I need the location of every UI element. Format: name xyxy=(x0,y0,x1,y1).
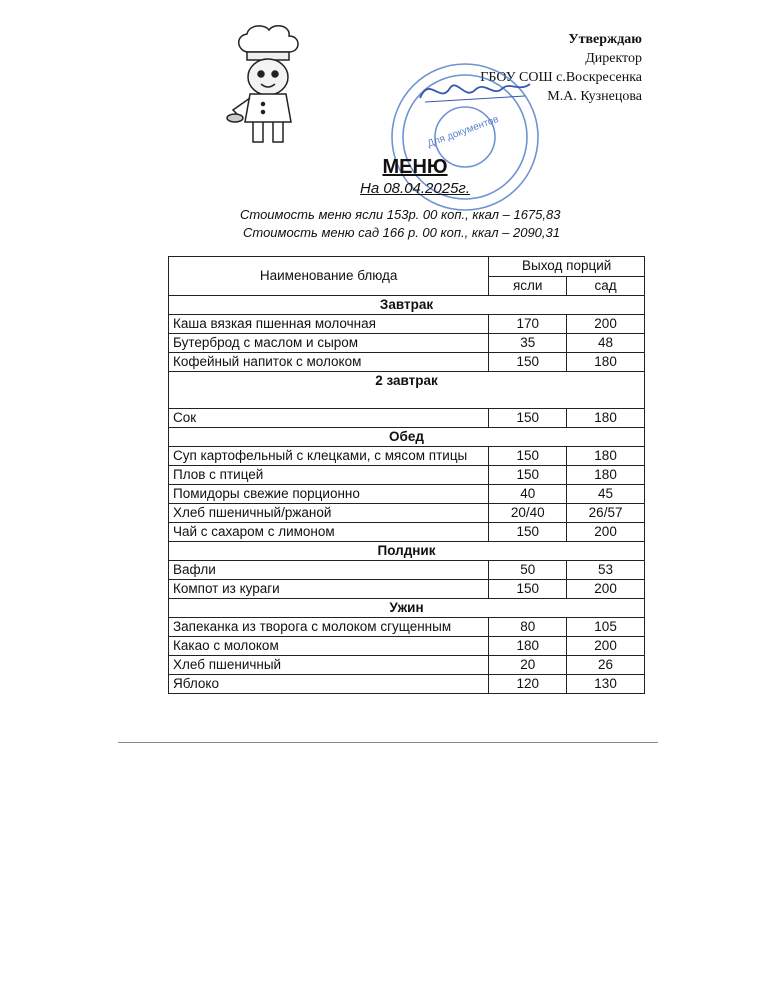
signature xyxy=(415,70,535,110)
dish-name: Хлеб пшеничный/ржаной xyxy=(169,504,489,523)
header-garden: сад xyxy=(567,276,645,296)
dish-name: Запеканка из творога с молоком сгущенным xyxy=(169,618,489,637)
approval-title: Утверждаю xyxy=(568,32,642,47)
garden-portion: 180 xyxy=(567,353,645,372)
table-row xyxy=(169,466,645,485)
section-row xyxy=(169,542,645,561)
garden-portion: 105 xyxy=(567,618,645,637)
dish-name: Яблоко xyxy=(169,675,489,694)
header-nursery: ясли xyxy=(489,276,567,296)
nursery-portion: 150 xyxy=(489,523,567,542)
dish-name: Компот из кураги xyxy=(169,580,489,599)
garden-portion: 26/57 xyxy=(567,504,645,523)
stamp-text: Для документов xyxy=(426,113,501,150)
approval-org: ГБОУ СОШ с.Воскресенка xyxy=(480,70,642,85)
nursery-portion: 170 xyxy=(489,315,567,334)
nursery-portion: 150 xyxy=(489,447,567,466)
nursery-portion: 35 xyxy=(489,334,567,353)
dish-name: Плов с птицей xyxy=(169,466,489,485)
table-row xyxy=(169,334,645,353)
table-row xyxy=(169,523,645,542)
section-title: Ужин xyxy=(169,599,645,618)
table-row xyxy=(169,561,645,580)
section-row xyxy=(169,372,645,409)
garden-portion: 180 xyxy=(567,409,645,428)
menu-header xyxy=(190,155,640,199)
section-title: 2 завтрак xyxy=(169,372,645,409)
dish-name: Вафли xyxy=(169,561,489,580)
section-row xyxy=(169,428,645,447)
header-dish: Наименование блюда xyxy=(169,257,489,296)
dish-name: Сок xyxy=(169,409,489,428)
table-row xyxy=(169,656,645,675)
table-row xyxy=(169,580,645,599)
garden-portion: 45 xyxy=(567,485,645,504)
nursery-portion: 150 xyxy=(489,466,567,485)
section-row xyxy=(169,296,645,315)
nursery-portion: 180 xyxy=(489,637,567,656)
dish-name: Хлеб пшеничный xyxy=(169,656,489,675)
dish-name: Суп картофельный с клецками, с мясом птицы xyxy=(169,447,489,466)
garden-portion: 200 xyxy=(567,580,645,599)
garden-portion: 26 xyxy=(567,656,645,675)
dish-name: Бутерброд с маслом и сыром xyxy=(169,334,489,353)
table-row xyxy=(169,353,645,372)
chef-illustration xyxy=(225,22,310,150)
garden-portion: 53 xyxy=(567,561,645,580)
garden-portion: 48 xyxy=(567,334,645,353)
nursery-portion: 150 xyxy=(489,580,567,599)
nursery-portion: 150 xyxy=(489,409,567,428)
approval-name: М.А. Кузнецова xyxy=(547,89,642,104)
table-header-row xyxy=(169,257,645,277)
garden-portion: 200 xyxy=(567,315,645,334)
section-title: Обед xyxy=(169,428,645,447)
table-row xyxy=(169,637,645,656)
section-title: Полдник xyxy=(169,542,645,561)
section-row xyxy=(169,599,645,618)
garden-portion: 200 xyxy=(567,637,645,656)
menu-table xyxy=(168,256,645,694)
garden-portion: 180 xyxy=(567,447,645,466)
table-row xyxy=(169,409,645,428)
section-title: Завтрак xyxy=(169,296,645,315)
garden-portion: 180 xyxy=(567,466,645,485)
approval-position: Директор xyxy=(585,51,642,66)
nursery-portion: 20 xyxy=(489,656,567,675)
menu-date: На 08.04.2025г. xyxy=(360,180,470,197)
dish-name: Кофейный напиток с молоком xyxy=(169,353,489,372)
nursery-portion: 120 xyxy=(489,675,567,694)
table-row xyxy=(169,675,645,694)
table-row xyxy=(169,618,645,637)
nursery-portion: 80 xyxy=(489,618,567,637)
garden-portion: 130 xyxy=(567,675,645,694)
nursery-portion: 150 xyxy=(489,353,567,372)
dish-name: Какао с молоком xyxy=(169,637,489,656)
dish-name: Чай с сахаром с лимоном xyxy=(169,523,489,542)
garden-portion: 200 xyxy=(567,523,645,542)
nursery-portion: 20/40 xyxy=(489,504,567,523)
nursery-portion: 40 xyxy=(489,485,567,504)
dish-name: Каша вязкая пшенная молочная xyxy=(169,315,489,334)
menu-title: МЕНЮ xyxy=(382,156,448,178)
dish-name: Помидоры свежие порционно xyxy=(169,485,489,504)
table-row xyxy=(169,485,645,504)
header-output: Выход порций xyxy=(489,257,645,277)
table-row xyxy=(169,447,645,466)
table-row xyxy=(169,504,645,523)
nursery-portion: 50 xyxy=(489,561,567,580)
page-divider xyxy=(118,742,658,743)
cost-nursery: Стоимость меню ясли 153р. 00 коп., ккал – 1675,83 xyxy=(240,207,561,222)
table-row xyxy=(169,315,645,334)
cost-garden: Стоимость меню сад 166 р. 00 коп., ккал – 2090,31 xyxy=(243,225,560,240)
